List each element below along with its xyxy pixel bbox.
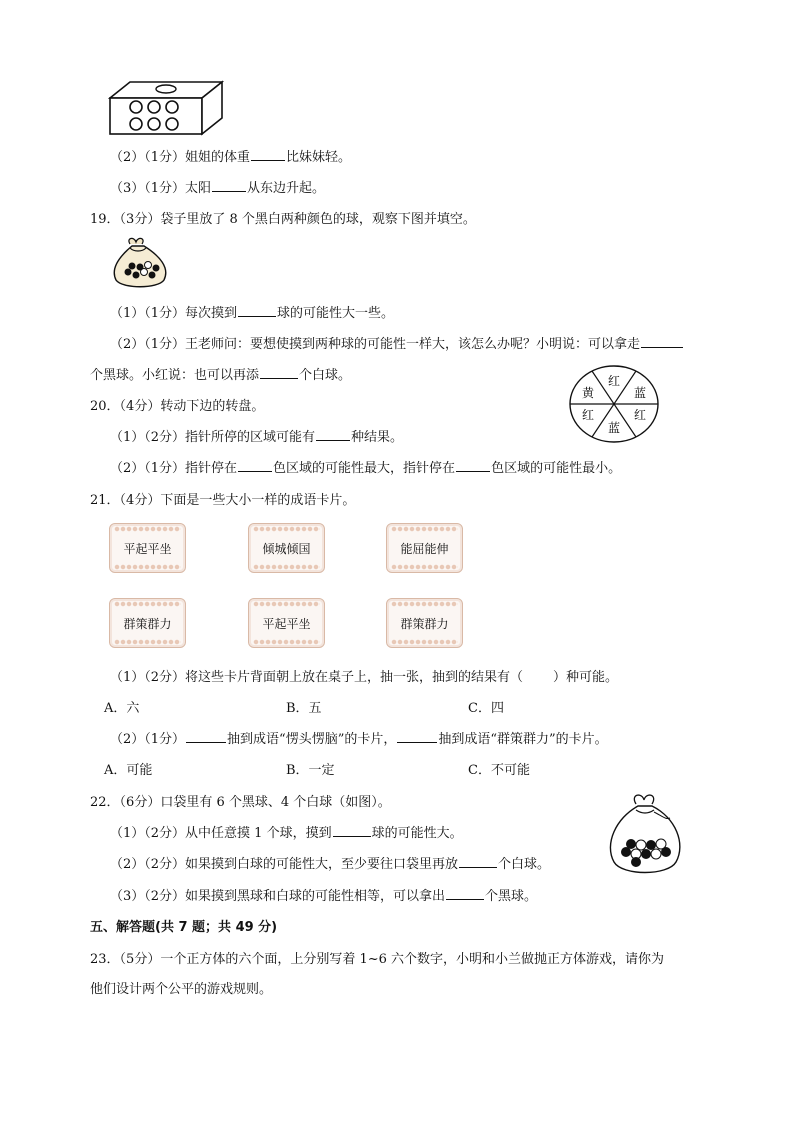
answer-blank[interactable] [456,459,490,472]
section-title: 五、解答题(共 7 题；共 49 分) [90,920,278,935]
option-a[interactable]: A．可能 [104,763,153,778]
q22-sub1: （1）（2分）从中任意摸 1 个球，摸到 球的可能性大。 [110,826,463,841]
answer-blank[interactable] [333,824,371,837]
q18-sub3: （3）（1分）太阳 从东边升起。 [110,181,326,196]
option-a[interactable]: A．六 [104,701,140,716]
q21-sub2: （2）（1分） 抽到成语“愣头愣脑”的卡片， 抽到成语“群策群力”的卡片。 [110,732,608,747]
q22-stem: 22．（6分）口袋里有 6 个黑球、4 个白球（如图）。 [90,795,391,810]
answer-blank[interactable] [459,855,497,868]
q21-stem: 21．（4分）下面是一些大小一样的成语卡片。 [90,493,356,508]
answer-blank[interactable] [238,459,272,472]
answer-blank[interactable] [446,887,484,900]
option-b[interactable]: B．五 [286,701,322,716]
answer-blank[interactable] [641,335,683,348]
option-b[interactable]: B．一定 [286,763,335,778]
q19-sub1: （1）（1分）每次摸到 球的可能性大一些。 [110,306,395,321]
idiom-card: 群策群力 [386,598,463,648]
q23-line2: 他们设计两个公平的游戏规则。 [90,982,273,997]
spinner-label: 红 [607,374,621,388]
q19-stem: 19．（3分）袋子里放了 8 个黑白两种颜色的球，观察下图并填空。 [90,212,476,227]
q22-sub3: （3）（2分）如果摸到黑球和白球的可能性相等，可以拿出 个黑球。 [110,889,538,904]
spinner-figure [568,364,660,444]
spinner-label: 蓝 [633,386,647,400]
q21-sub1: （1）（2分）将这些卡片背面朝上放在桌子上，抽一张，抽到的结果有（ ）种可能。 [110,670,619,685]
answer-blank[interactable] [238,304,276,317]
spinner-label: 红 [633,408,647,422]
q19-sub2-line2: 个黑球。小红说：也可以再添 个白球。 [90,368,352,383]
answer-blank[interactable] [260,366,298,379]
q19-sub2-line1: （2）（1分）王老师问：要想使摸到两种球的可能性一样大，该怎么办呢？小明说：可以拿走 [110,333,684,352]
box-figure [108,80,224,136]
q20-sub1: （1）（2分）指针所停的区域可能有 种结果。 [110,430,404,445]
option-c[interactable]: C．不可能 [468,763,530,778]
idiom-card: 能屈能伸 [386,523,463,573]
ball-bag-icon [606,790,684,880]
q20-sub2: （2）（1分）指针停在 色区域的可能性最大，指针停在 色区域的可能性最小。 [110,461,622,476]
spinner-label: 黄 [581,386,595,400]
ball-bag-icon [108,234,172,290]
answer-blank[interactable] [316,428,350,441]
q20-stem: 20．（4分）转动下边的转盘。 [90,399,265,414]
idiom-card: 平起平坐 [109,523,186,573]
option-c[interactable]: C．四 [468,701,504,716]
answer-blank[interactable] [186,730,226,743]
idiom-card: 平起平坐 [248,598,325,648]
spinner-label: 蓝 [607,421,621,435]
answer-blank[interactable] [397,730,437,743]
q22-sub2: （2）（2分）如果摸到白球的可能性大，至少要往口袋里再放 个白球。 [110,857,551,872]
spinner-label: 红 [581,408,595,422]
idiom-card: 群策群力 [109,598,186,648]
answer-blank[interactable] [251,148,285,161]
idiom-card: 倾城倾国 [248,523,325,573]
q23-line1: 23．（5分）一个正方体的六个面，上分别写着 1~6 六个数字，小明和小兰做抛正方体游戏，请你为 [90,952,665,967]
q18-sub2: （2）（1分）姐姐的体重 比妹妹轻。 [110,150,352,165]
answer-blank[interactable] [212,179,246,192]
